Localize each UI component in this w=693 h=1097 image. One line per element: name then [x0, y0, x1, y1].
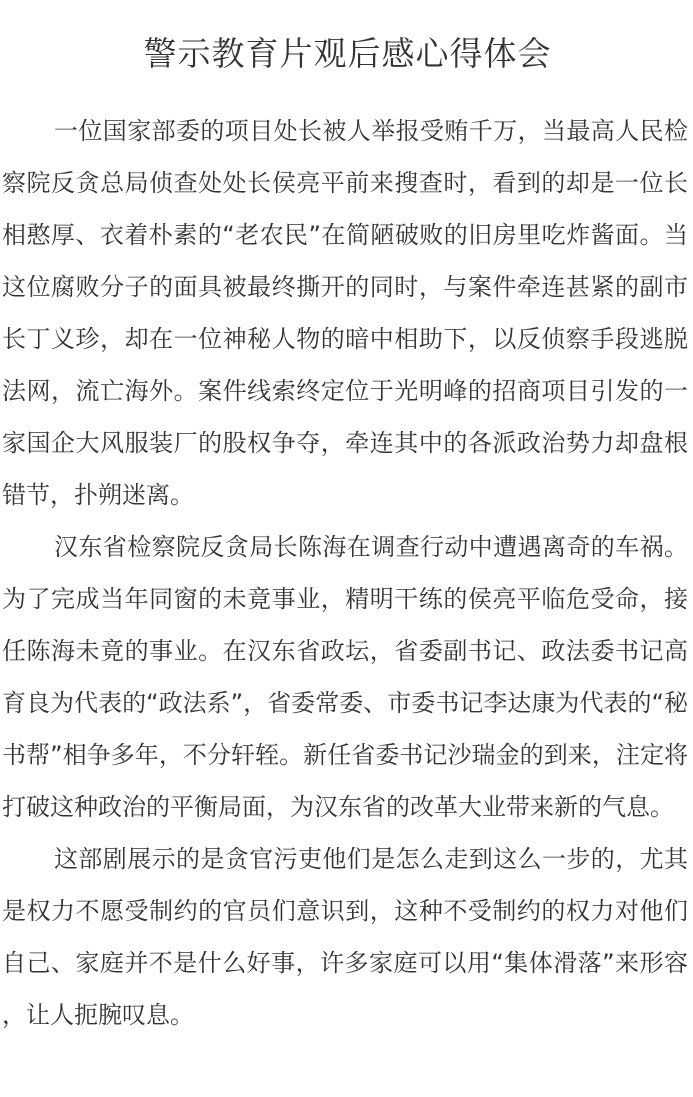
article-title: 警示教育片观后感心得体会	[143, 34, 552, 73]
article-paragraph-2: 汉东省检察院反贪局长陈海在调查行动中遭遇离奇的车祸。为了完成当年同窗的未竟事业，精明干练的侯亮平临危受命，接任陈海未竟的事业。在汉东省政坛，省委副书记、政法委书记高育良为代表的“政法系”，省委常委、市委书记李达康为代表的“秘书帮”相争多年，不分轩轾。新任省委书记沙瑞金的到来，注定将打破这种政治的平衡局面，为汉东省的改革大业带来新的气息。	[2, 533, 688, 821]
article-paragraph-3: 这部剧展示的是贪官污吏他们是怎么走到这么一步的，尤其是权力不愿受制约的官员们意识到，这种不受制约的权力对他们自己、家庭并不是什么好事，许多家庭可以用“集体滑落”来形容，让人扼腕叹息。	[2, 845, 688, 1029]
article-paragraph-1: 一位国家部委的项目处长被人举报受贿千万，当最高人民检察院反贪总局侦查处处长侯亮平前来搜查时，看到的却是一位长相憨厚、衣着朴素的“老农民”在简陋破败的旧房里吃炸酱面。当这位腐败分子的面具被最终撕开的同时，与案件牵连甚紧的副市长丁义珍，却在一位神秘人物的暗中相助下，以反侦察手段逃脱法网，流亡海外。案件线索终定位于光明峰的招商项目引发的一家国企大风服装厂的股权争夺，牵连其中的各派政治势力却盘根错节，扑朔迷离。	[2, 117, 688, 509]
